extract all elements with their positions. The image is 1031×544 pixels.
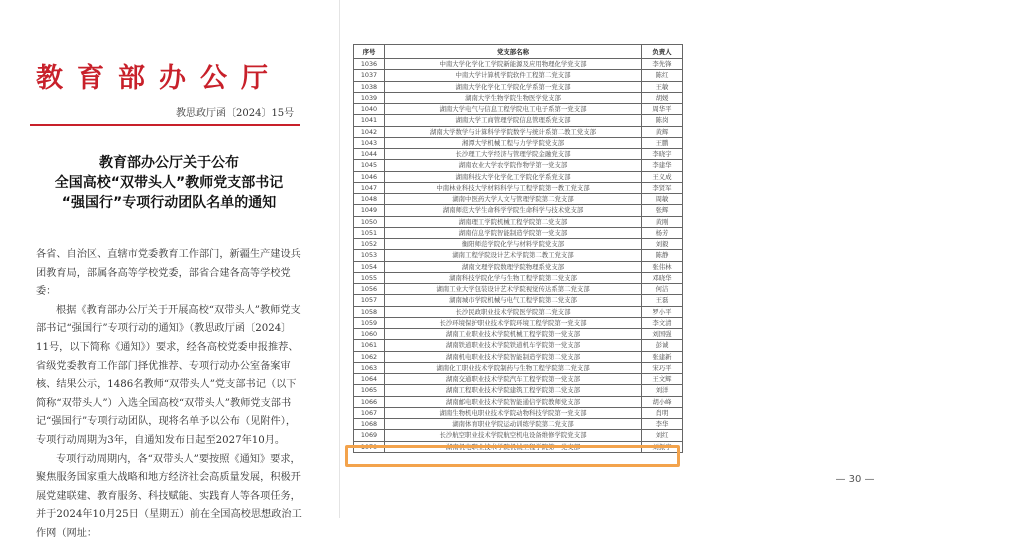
- row-branch-name: 湖南城市学院机械与电气工程学院第二党支部: [385, 295, 642, 306]
- row-number: 1057: [354, 295, 385, 306]
- row-number: 1056: [354, 284, 385, 295]
- row-number: 1050: [354, 216, 385, 227]
- row-leader: 黄辉: [642, 126, 683, 137]
- row-branch-name: 湖南机电职业技术学院智能制造学院第二党支部: [385, 351, 642, 362]
- body-text: [36, 246, 304, 544]
- row-branch-name: 湖南科技大学化学化工学院化学系党支部: [385, 171, 642, 182]
- row-branch-name: 湖南大学生物学院生物医学党支部: [385, 92, 642, 103]
- row-branch-name: 湖南生物机电职业技术学院动物科技学院第一党支部: [385, 407, 642, 418]
- row-number: 1059: [354, 317, 385, 328]
- row-branch-name: 湖南交通职业技术学院汽车工程学院第一党支部: [385, 374, 642, 385]
- table-row: [354, 92, 683, 103]
- row-leader: 陈岗: [642, 115, 683, 126]
- table-row: [354, 284, 683, 295]
- row-leader: 周华平: [642, 104, 683, 115]
- table-row: [354, 340, 683, 351]
- table-row: [354, 396, 683, 407]
- document-page-right: [339, 0, 875, 518]
- row-leader: 刘红: [642, 430, 683, 441]
- row-number: 1058: [354, 306, 385, 317]
- row-branch-name: 湖南铁道职业技术学院铁道机车学院第一党支部: [385, 340, 642, 351]
- table-row: [354, 126, 683, 137]
- row-branch-name: 中南林业科技大学材料科学与工程学院第一教工党支部: [385, 182, 642, 193]
- row-leader: 刘振宇: [642, 441, 683, 452]
- table-row: [354, 272, 683, 283]
- table-row: [354, 239, 683, 250]
- row-leader: 李晓宇: [642, 149, 683, 160]
- table-row: [354, 385, 683, 396]
- row-leader: 王磊: [642, 295, 683, 306]
- table-row: [354, 115, 683, 126]
- row-leader: 李华: [642, 419, 683, 430]
- header-branch-name: 党支部名称: [385, 45, 642, 59]
- row-branch-name: 湖南信息学院智能制造学院第一党支部: [385, 227, 642, 238]
- row-leader: 宋巧平: [642, 362, 683, 373]
- row-branch-name: 湖南工程学院设计艺术学院第二教工党支部: [385, 250, 642, 261]
- row-leader: 刘洋: [642, 385, 683, 396]
- row-number: 1047: [354, 182, 385, 193]
- row-branch-name: 衡阳师范学院化学与材料学院党支部: [385, 239, 642, 250]
- roster-body: [354, 59, 683, 453]
- row-branch-name: 湖南工程职业技术学院建筑工程学院第二党支部: [385, 385, 642, 396]
- row-number: 1042: [354, 126, 385, 137]
- row-branch-name: 长沙航空职业技术学院航空机电设备维修学院党支部: [385, 430, 642, 441]
- row-number: 1036: [354, 59, 385, 70]
- row-branch-name: 长沙理工大学经济与管理学院金融党支部: [385, 149, 642, 160]
- row-number: 1055: [354, 272, 385, 283]
- table-row: [354, 194, 683, 205]
- row-number: 1039: [354, 92, 385, 103]
- row-number: 1037: [354, 70, 385, 81]
- row-number: 1049: [354, 205, 385, 216]
- row-number: 1041: [354, 115, 385, 126]
- row-number: 1069: [354, 430, 385, 441]
- highlight-box: [345, 445, 680, 467]
- row-leader: 胡媛: [642, 92, 683, 103]
- row-number: 1051: [354, 227, 385, 238]
- row-number: 1043: [354, 137, 385, 148]
- row-leader: 黄刚: [642, 216, 683, 227]
- row-branch-name: 湖南理工学院机械工程学院第二党支部: [385, 216, 642, 227]
- table-row: [354, 295, 683, 306]
- row-leader: 陈静: [642, 250, 683, 261]
- row-branch-name: 湖南机电职业技术学院机械工程学院第一党支部: [385, 441, 642, 452]
- row-branch-name: 湖南大学数学与计算科学学院数学与统计系第二教工党支部: [385, 126, 642, 137]
- row-branch-name: 湖南文理学院数理学院物理系党支部: [385, 261, 642, 272]
- header-leader: 负责人: [642, 45, 683, 59]
- row-leader: 胡小峰: [642, 396, 683, 407]
- row-number: 1064: [354, 374, 385, 385]
- page-number: — 30 —: [835, 474, 875, 485]
- row-leader: 王文辉: [642, 374, 683, 385]
- row-leader: 王鹏: [642, 137, 683, 148]
- roster-table: [353, 44, 683, 453]
- table-header-row: [354, 45, 683, 59]
- row-leader: 王敏: [642, 81, 683, 92]
- table-row: [354, 362, 683, 373]
- row-branch-name: 湖南化工职业技术学院制药与生物工程学院第二党支部: [385, 362, 642, 373]
- row-branch-name: 长沙民政职业技术学院医学院第二党支部: [385, 306, 642, 317]
- row-leader: 肖明: [642, 407, 683, 418]
- row-branch-name: 中南大学计算机学院软件工程第二党支部: [385, 70, 642, 81]
- table-row: [354, 306, 683, 317]
- row-number: 1053: [354, 250, 385, 261]
- table-row: [354, 317, 683, 328]
- row-number: 1066: [354, 396, 385, 407]
- table-row: [354, 205, 683, 216]
- row-number: 1068: [354, 419, 385, 430]
- red-divider: [30, 124, 300, 126]
- row-leader: 张辉: [642, 205, 683, 216]
- row-leader: 张伟林: [642, 261, 683, 272]
- table-row: [354, 430, 683, 441]
- row-number: 1044: [354, 149, 385, 160]
- salutation: 各省、自治区、直辖市党委教育工作部门，新疆生产建设兵团教育局，部属各高等学校党委，部省合建各高等学校党委：: [36, 249, 301, 298]
- row-branch-name: 湖南农业大学农学院作物学第一党支部: [385, 160, 642, 171]
- row-number: 1061: [354, 340, 385, 351]
- row-number: 1048: [354, 194, 385, 205]
- row-number: 1062: [354, 351, 385, 362]
- table-row: [354, 149, 683, 160]
- header-number: 序号: [354, 45, 385, 59]
- row-leader: 邓晓华: [642, 272, 683, 283]
- table-row: [354, 59, 683, 70]
- row-number: 1046: [354, 171, 385, 182]
- paragraph-2: 专项行动周期内，各“双带头人”要按照《通知》要求，聚焦服务国家重大战略和地方经济社会高质量发展，积极开展党建联建、教育服务、科技赋能、实践育人等各项任务，并于2024年10月25日（星期五）前在全国高校思想政治工作网（网址：: [36, 453, 302, 539]
- row-branch-name: 中南大学化学化工学院新能源及应用物理化学党支部: [385, 59, 642, 70]
- table-row: [354, 182, 683, 193]
- paragraph-1: 根据《教育部办公厅关于开展高校“双带头人”教师党支部书记“强国行”专项行动的通知》（教思政厅函〔2024〕11号，以下简称《通知》）要求，经各高校党委申报推荐、省级党委教育工作部门择优推荐、专项行动办公室备案审核、结果公示，1486名教师“双带头人”党支部书记（以下简称“双带头人”）入选全国高校“双带头人”教师党支部书记“强国行”专项行动团队，现将名单予以公布（见附件），专项行动周期为3年，自通知发布日起至2027年10月。: [36, 304, 301, 446]
- table-row: [354, 407, 683, 418]
- table-row: [354, 250, 683, 261]
- row-branch-name: 湖南体育职业学院运动训练学院第二党支部: [385, 419, 642, 430]
- row-leader: 刘毅: [642, 239, 683, 250]
- table-row: [354, 351, 683, 362]
- table-row: [354, 171, 683, 182]
- row-branch-name: 湖南工业大学包装设计艺术学院视觉传达系第二党支部: [385, 284, 642, 295]
- row-number: 1070: [354, 441, 385, 452]
- row-number: 1052: [354, 239, 385, 250]
- table-row: [354, 70, 683, 81]
- table-row: [354, 137, 683, 148]
- table-row: [354, 216, 683, 227]
- row-number: 1040: [354, 104, 385, 115]
- title-line-1: 教育部办公厅关于公布: [99, 155, 239, 171]
- row-branch-name: 湖南大学工商管理学院信息管理系党支部: [385, 115, 642, 126]
- row-number: 1060: [354, 329, 385, 340]
- row-leader: 李先锋: [642, 59, 683, 70]
- row-leader: 张建新: [642, 351, 683, 362]
- row-branch-name: 湘潭大学机械工程与力学学院党支部: [385, 137, 642, 148]
- row-branch-name: 湖南邮电职业技术学院智能通信学院教师党支部: [385, 396, 642, 407]
- masthead: 教育部办公厅: [36, 63, 282, 94]
- table-row: [354, 160, 683, 171]
- row-leader: 刘国强: [642, 329, 683, 340]
- table-row: [354, 81, 683, 92]
- row-leader: 李文清: [642, 317, 683, 328]
- row-leader: 罗小平: [642, 306, 683, 317]
- row-number: 1038: [354, 81, 385, 92]
- document-number: 教思政厅函〔2024〕15号: [176, 108, 295, 119]
- row-branch-name: 湖南大学电气与信息工程学院电工电子系第一党支部: [385, 104, 642, 115]
- table-row: [354, 104, 683, 115]
- row-branch-name: 湖南大学化学化工学院化学系第一党支部: [385, 81, 642, 92]
- row-number: 1065: [354, 385, 385, 396]
- row-number: 1054: [354, 261, 385, 272]
- row-leader: 彭诚: [642, 340, 683, 351]
- title-line-2: 全国高校“双带头人”教师党支部书记: [54, 175, 284, 191]
- table-row: [354, 374, 683, 385]
- row-branch-name: 湖南科技学院化学与生物工程学院第二党支部: [385, 272, 642, 283]
- table-row: [354, 329, 683, 340]
- table-row: [354, 227, 683, 238]
- row-leader: 周敏: [642, 194, 683, 205]
- row-leader: 李贤军: [642, 182, 683, 193]
- row-branch-name: 湖南工业职业技术学院机械工程学院第一党支部: [385, 329, 642, 340]
- row-number: 1045: [354, 160, 385, 171]
- row-leader: 李建华: [642, 160, 683, 171]
- row-branch-name: 湖南中医药大学人文与管理学院第二党支部: [385, 194, 642, 205]
- row-leader: 陈红: [642, 70, 683, 81]
- row-number: 1063: [354, 362, 385, 373]
- row-number: 1067: [354, 407, 385, 418]
- row-leader: 王义成: [642, 171, 683, 182]
- title-line-3: “强国行”专项行动团队名单的通知: [61, 195, 277, 211]
- row-leader: 杨芳: [642, 227, 683, 238]
- document-page-left: [0, 0, 338, 539]
- row-branch-name: 湖南师范大学生命科学学院生命科学与技术党支部: [385, 205, 642, 216]
- table-row: [354, 419, 683, 430]
- table-row: [354, 261, 683, 272]
- row-branch-name: 长沙环境保护职业技术学院环境工程学院第一党支部: [385, 317, 642, 328]
- row-leader: 何洁: [642, 284, 683, 295]
